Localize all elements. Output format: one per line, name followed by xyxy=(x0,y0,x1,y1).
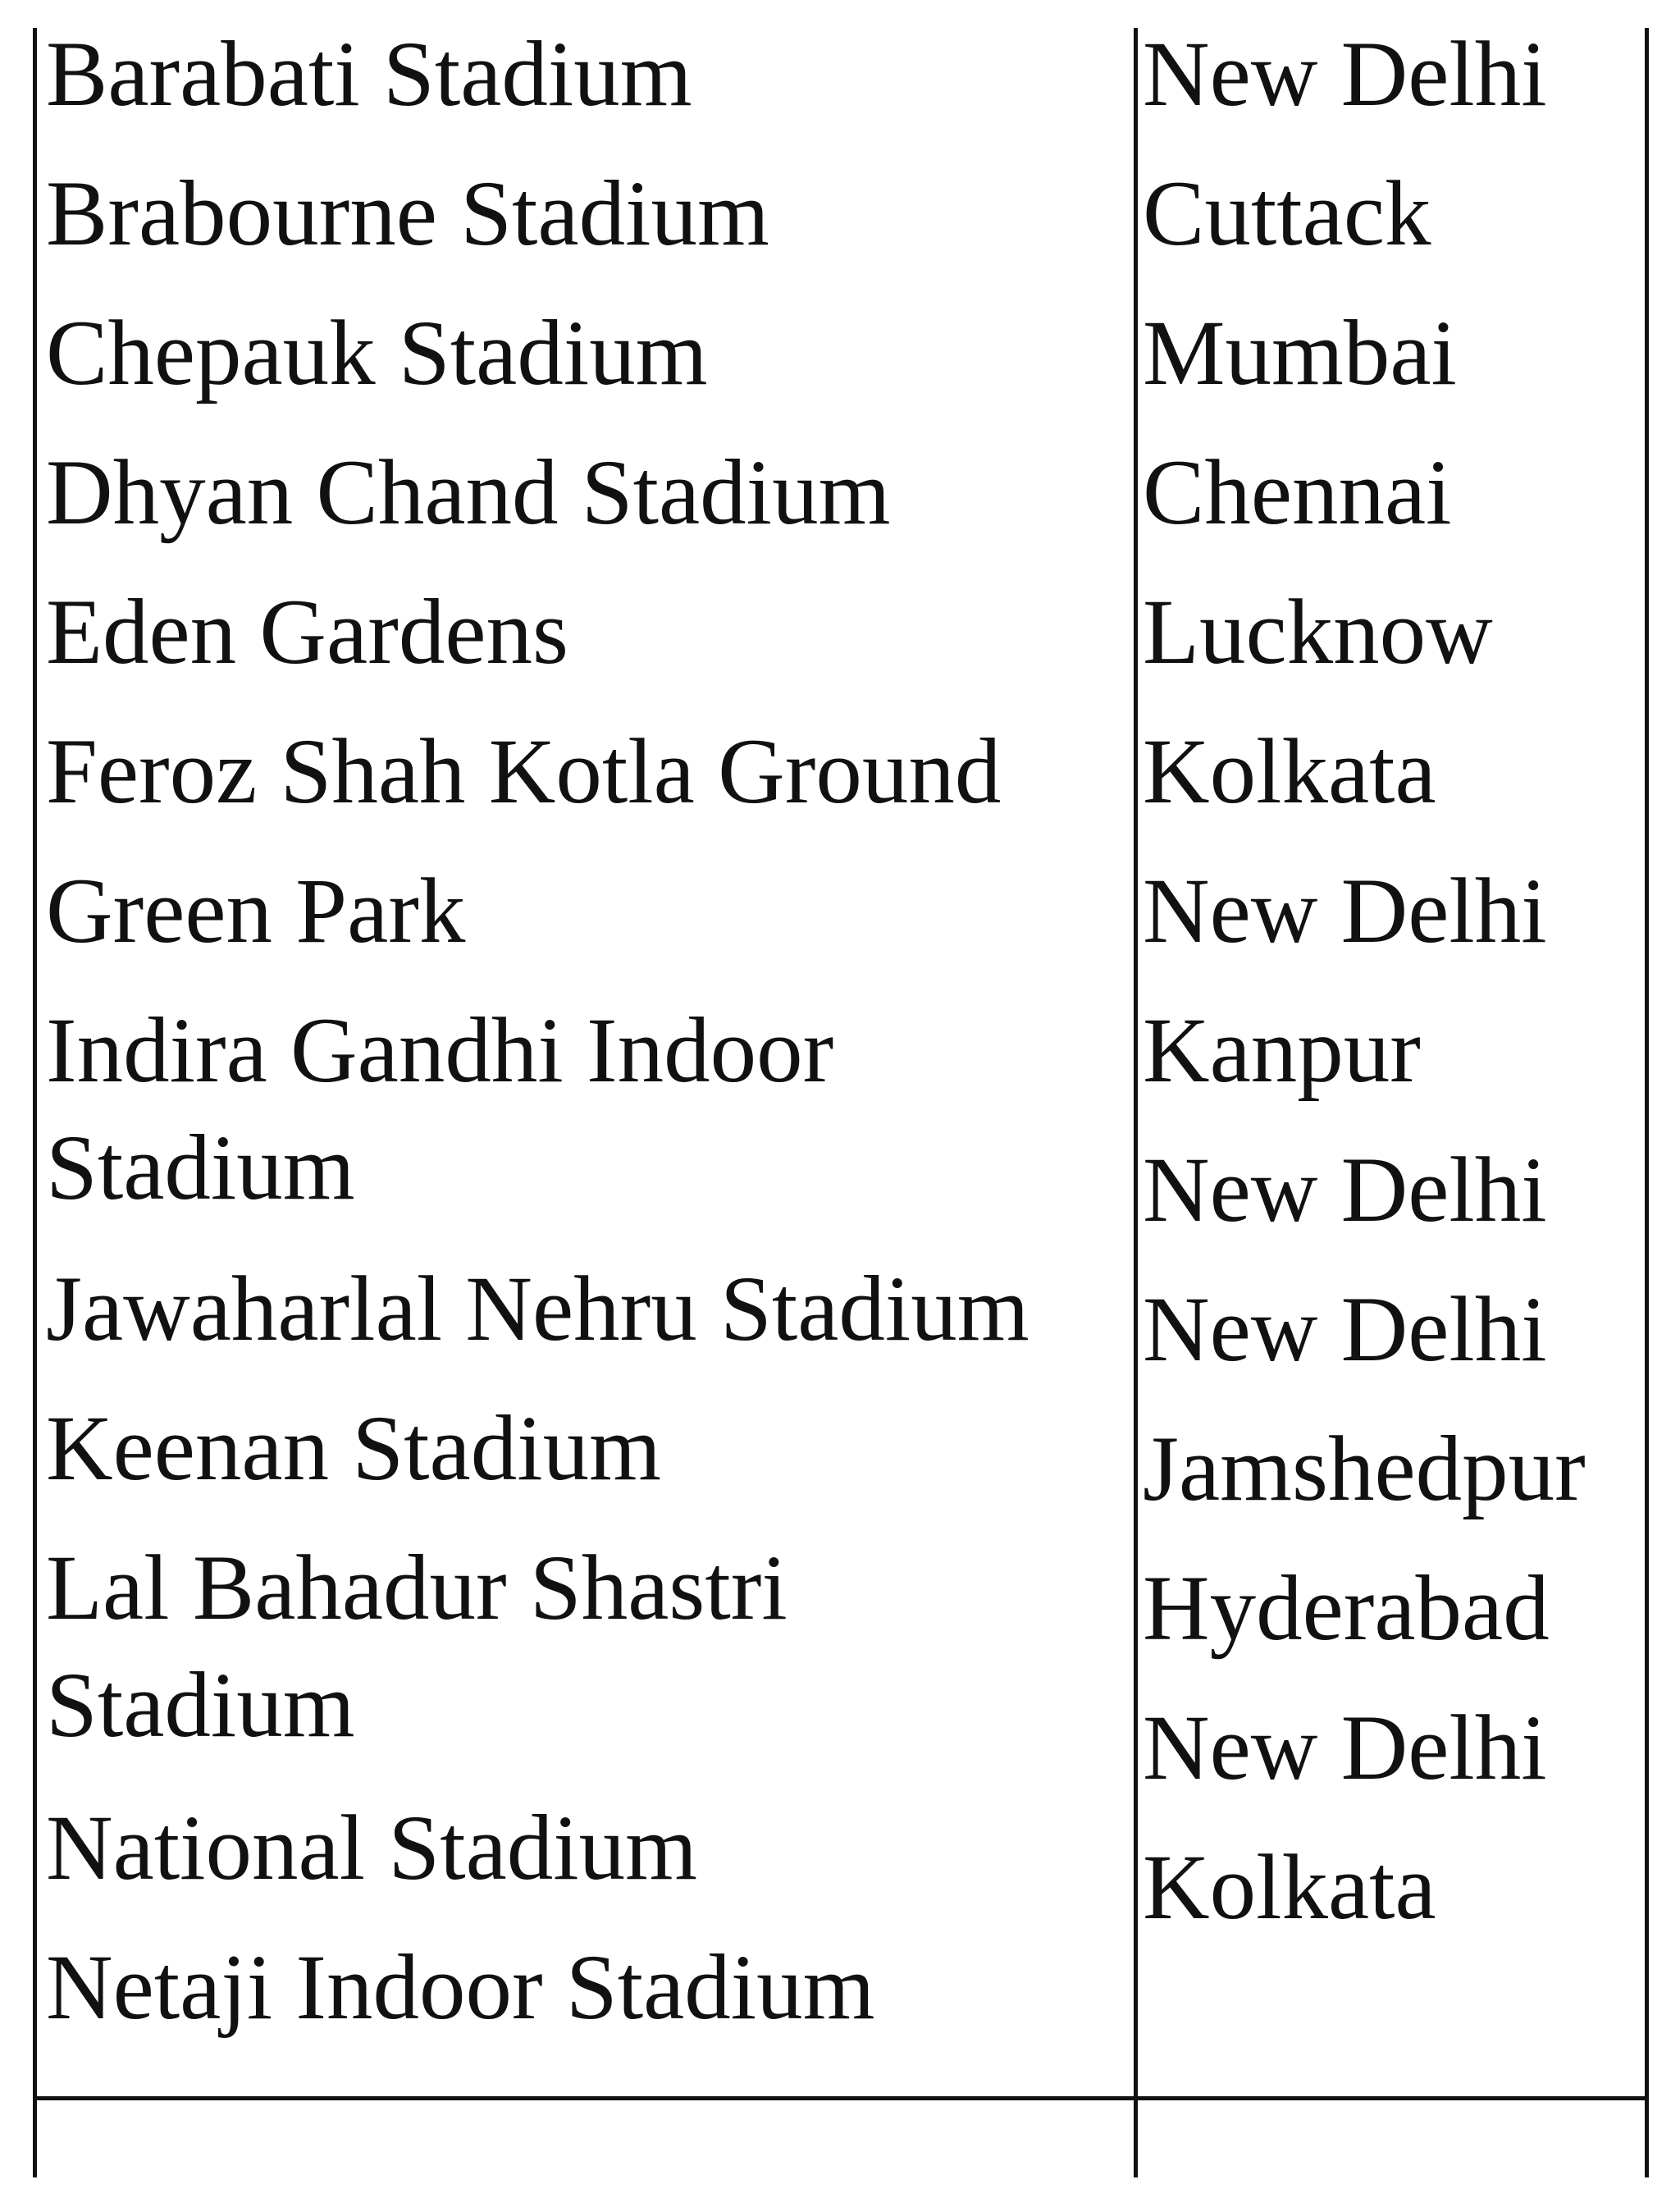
stadium-name: Indira Gandhi Indoor xyxy=(46,999,834,1102)
stadium-name: Barabati Stadium xyxy=(46,23,692,126)
stadium-entry xyxy=(46,581,568,683)
stadium-name: Feroz Shah Kotla Ground xyxy=(46,720,1002,823)
table-left-border xyxy=(33,28,37,2177)
city-entry: New Delhi xyxy=(1143,860,1547,962)
city-entry: New Delhi xyxy=(1143,1278,1547,1381)
city-entry: New Delhi xyxy=(1143,23,1547,126)
city-entry: Mumbai xyxy=(1143,302,1457,404)
stadium-name: Brabourne Stadium xyxy=(46,162,769,265)
table-column-divider xyxy=(1134,28,1138,2177)
stadium-entry xyxy=(46,441,891,544)
stadium-entry xyxy=(46,1537,788,1757)
stadium-name: Chepauk Stadium xyxy=(46,302,708,404)
stadium-name: National Stadium xyxy=(46,1797,698,1899)
stadium-name: Jawaharlal Nehru Stadium xyxy=(46,1258,1029,1360)
city-entry: Chennai xyxy=(1143,441,1452,544)
city-entry: Lucknow xyxy=(1143,581,1493,683)
stadium-entry xyxy=(46,720,1002,823)
city-entry: Jamshedpur xyxy=(1143,1418,1586,1520)
stadium-entry xyxy=(46,1397,662,1500)
stadium-entry xyxy=(46,302,708,404)
city-entry: Kolkata xyxy=(1143,720,1436,823)
stadium-entry xyxy=(46,1258,1029,1360)
stadium-name: Eden Gardens xyxy=(46,581,568,683)
stadium-name: Lal Bahadur Shastri xyxy=(46,1537,788,1639)
city-entry: Hyderabad xyxy=(1143,1557,1550,1660)
stadium-name-continued: Stadium xyxy=(46,1117,355,1219)
city-entry: Kolkata xyxy=(1143,1836,1436,1939)
stadium-entry xyxy=(46,999,834,1219)
stadium-entry xyxy=(46,1936,875,2039)
table-bottom-border xyxy=(33,2096,1649,2100)
stadium-name: Netaji Indoor Stadium xyxy=(46,1936,875,2039)
stadium-name: Keenan Stadium xyxy=(46,1397,662,1500)
stadium-name: Dhyan Chand Stadium xyxy=(46,441,891,544)
stadium-entry xyxy=(46,860,466,962)
city-entry: Cuttack xyxy=(1143,162,1431,265)
stadium-name: Green Park xyxy=(46,860,466,962)
city-entry: New Delhi xyxy=(1143,1697,1547,1799)
stadium-entry xyxy=(46,1797,698,1899)
stadium-name-continued: Stadium xyxy=(46,1654,355,1757)
table-right-border xyxy=(1645,28,1649,2177)
city-entry: New Delhi xyxy=(1143,1139,1547,1241)
city-entry: Kanpur xyxy=(1143,999,1421,1102)
stadium-entry xyxy=(46,23,692,126)
stadium-entry xyxy=(46,162,769,265)
